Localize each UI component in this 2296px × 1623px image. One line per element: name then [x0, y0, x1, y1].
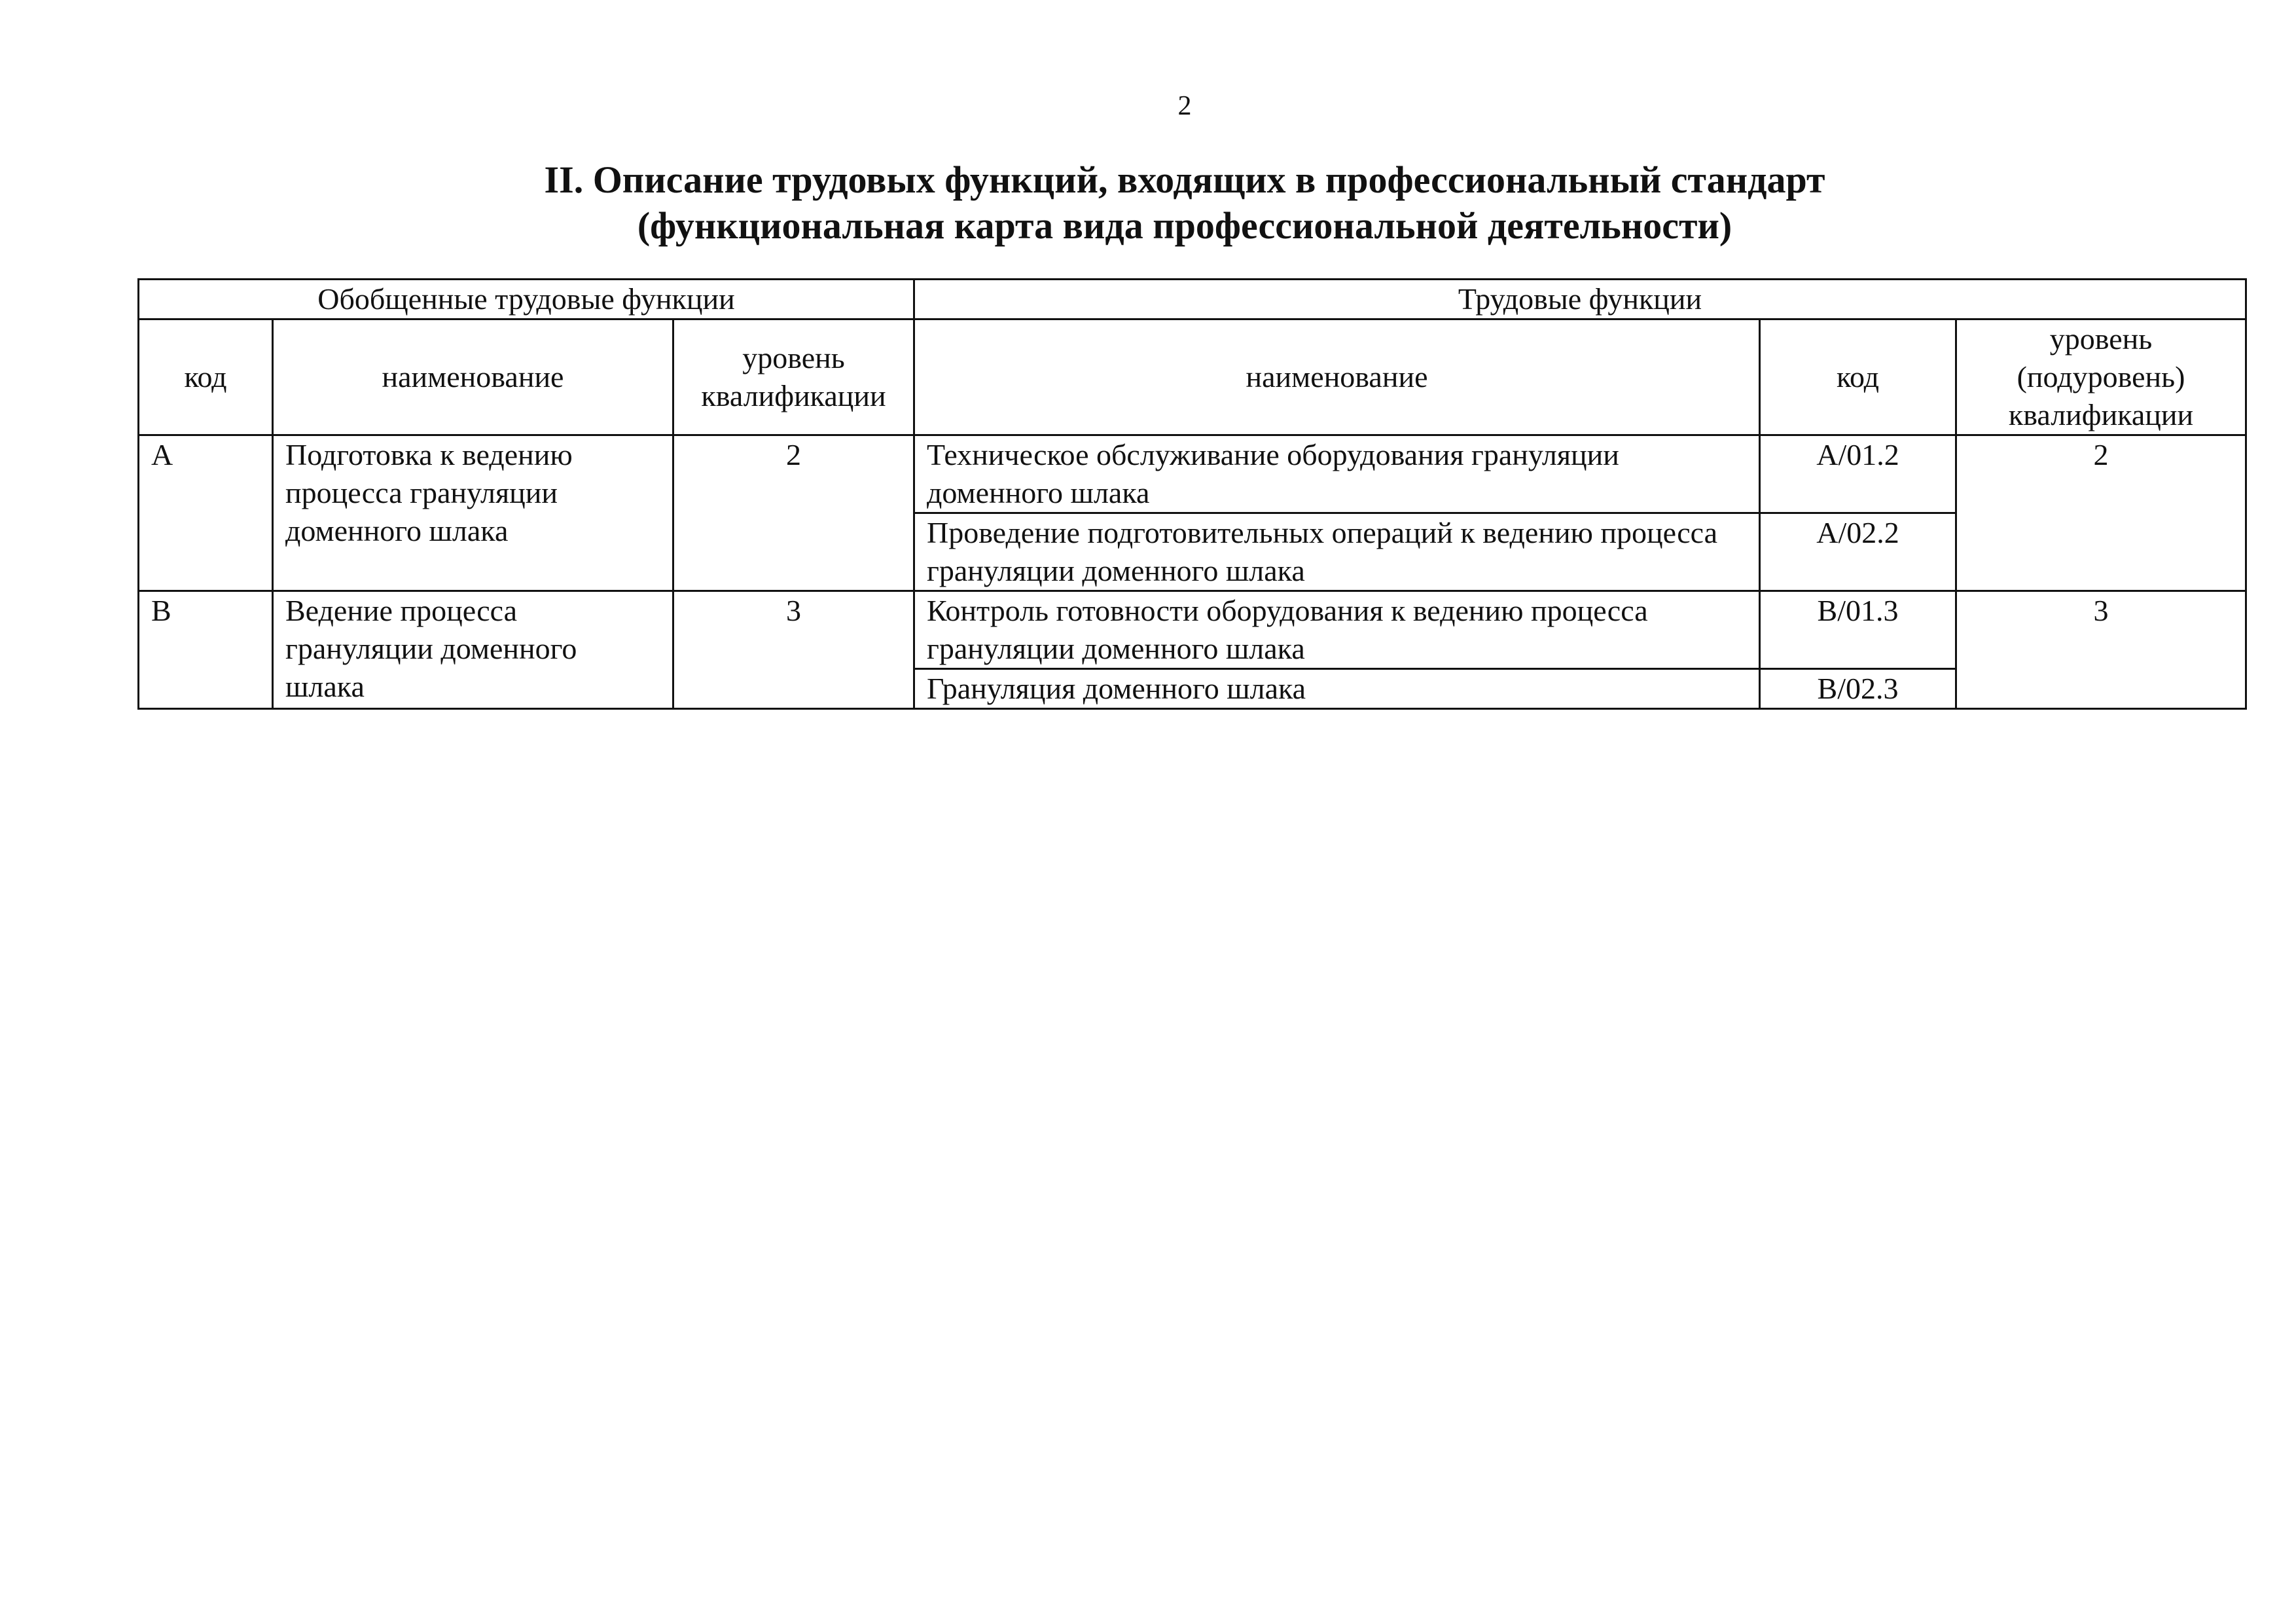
table-row [139, 435, 2246, 513]
title-line-2: (функциональная карта вида профессиональной деятельности) [637, 204, 1732, 247]
func-code-cell: B/01.3 [1760, 591, 1956, 669]
generalized-functions-header: Обобщенные трудовые функции [139, 280, 914, 319]
func-code-header: код [1760, 319, 1956, 435]
gen-name-cell: Подготовка к ведению процесса грануляции доменного шлака [273, 435, 673, 591]
func-level-cell: 2 [1956, 435, 2246, 591]
func-code-cell: A/02.2 [1760, 513, 1956, 591]
gen-code-header: код [139, 319, 273, 435]
gen-name-cell: Ведение процесса грануляции доменного шлака [273, 591, 673, 709]
labor-functions-header: Трудовые функции [914, 280, 2246, 319]
gen-code-cell: B [139, 591, 273, 709]
func-name-cell: Грануляция доменного шлака [914, 669, 1760, 709]
func-code-cell: B/02.3 [1760, 669, 1956, 709]
title-line-1: II. Описание трудовых функций, входящих в профессиональный стандарт [544, 158, 1825, 201]
gen-name-header: наименование [273, 319, 673, 435]
column-header-row [139, 319, 2246, 435]
gen-level-cell: 2 [673, 435, 914, 591]
func-name-cell: Техническое обслуживание оборудования грануляции доменного шлака [914, 435, 1760, 513]
func-name-cell: Проведение подготовительных операций к ведению процесса грануляции доменного шлака [914, 513, 1760, 591]
func-level-header: уровень (подуровень) квалификации [1956, 319, 2246, 435]
gen-level-header: уровень квалификации [673, 319, 914, 435]
group-header-row [139, 280, 2246, 319]
functional-map-table [137, 278, 2247, 710]
func-name-cell: Контроль готовности оборудования к ведению процесса грануляции доменного шлака [914, 591, 1760, 669]
func-code-cell: A/01.2 [1760, 435, 1956, 513]
table-row [139, 591, 2246, 669]
gen-code-cell: A [139, 435, 273, 591]
page-title [0, 157, 2296, 249]
gen-level-cell: 3 [673, 591, 914, 709]
func-level-cell: 3 [1956, 591, 2246, 709]
func-name-header: наименование [914, 319, 1760, 435]
page-number: 2 [1177, 91, 1192, 121]
